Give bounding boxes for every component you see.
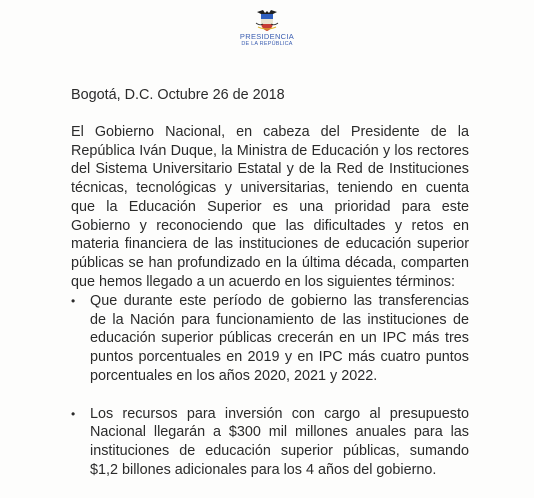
letterhead (0, 8, 534, 48)
intro-paragraph: El Gobierno Nacional, en cabeza del Presidente de la República Iván Duque, la Ministra de Educación y los rectores del Sistema Universitario Estatal y de la Red de Instituciones técnicas, tecnológicas y universitarias, teniendo en cuenta que la Educación Superior es una prioridad para este Gobierno y reconociendo que las dificultades y retos en materia financiera de las instituciones de educación superior públicas se han profundizado en la última década, comparten que hemos llegado a un acuerdo en los siguientes términos: (71, 124, 469, 290)
bullet-icon: • (71, 406, 76, 421)
list-item (71, 292, 469, 386)
agreement-list (71, 292, 469, 498)
list-item (71, 405, 469, 480)
letterhead-title: PRESIDENCIA (239, 32, 295, 41)
colombia-coat-of-arms-icon (254, 8, 280, 32)
letter-date: Bogotá, D.C. Octubre 26 de 2018 (71, 87, 285, 103)
bullet-icon: • (71, 294, 76, 308)
letterhead-subtitle: DE LA REPÚBLICA (241, 41, 293, 47)
list-item-text: Que durante este período de gobierno las transferencias de la Nación para funcionamiento de las instituciones de educación superior públicas crecerán en un IPC más tres puntos porcentuales en 2019 y en IPC más cuatro puntos porcentuales en los años 2020, 2021 y 2022. (90, 293, 469, 384)
list-item-text: Los recursos para inversión con cargo al presupuesto Nacional llegarán a $300 mil millones anuales para las instituciones de educación superior públicas, sumando $1,2 billones adicionales para los 4 años del gobierno. (90, 405, 469, 478)
